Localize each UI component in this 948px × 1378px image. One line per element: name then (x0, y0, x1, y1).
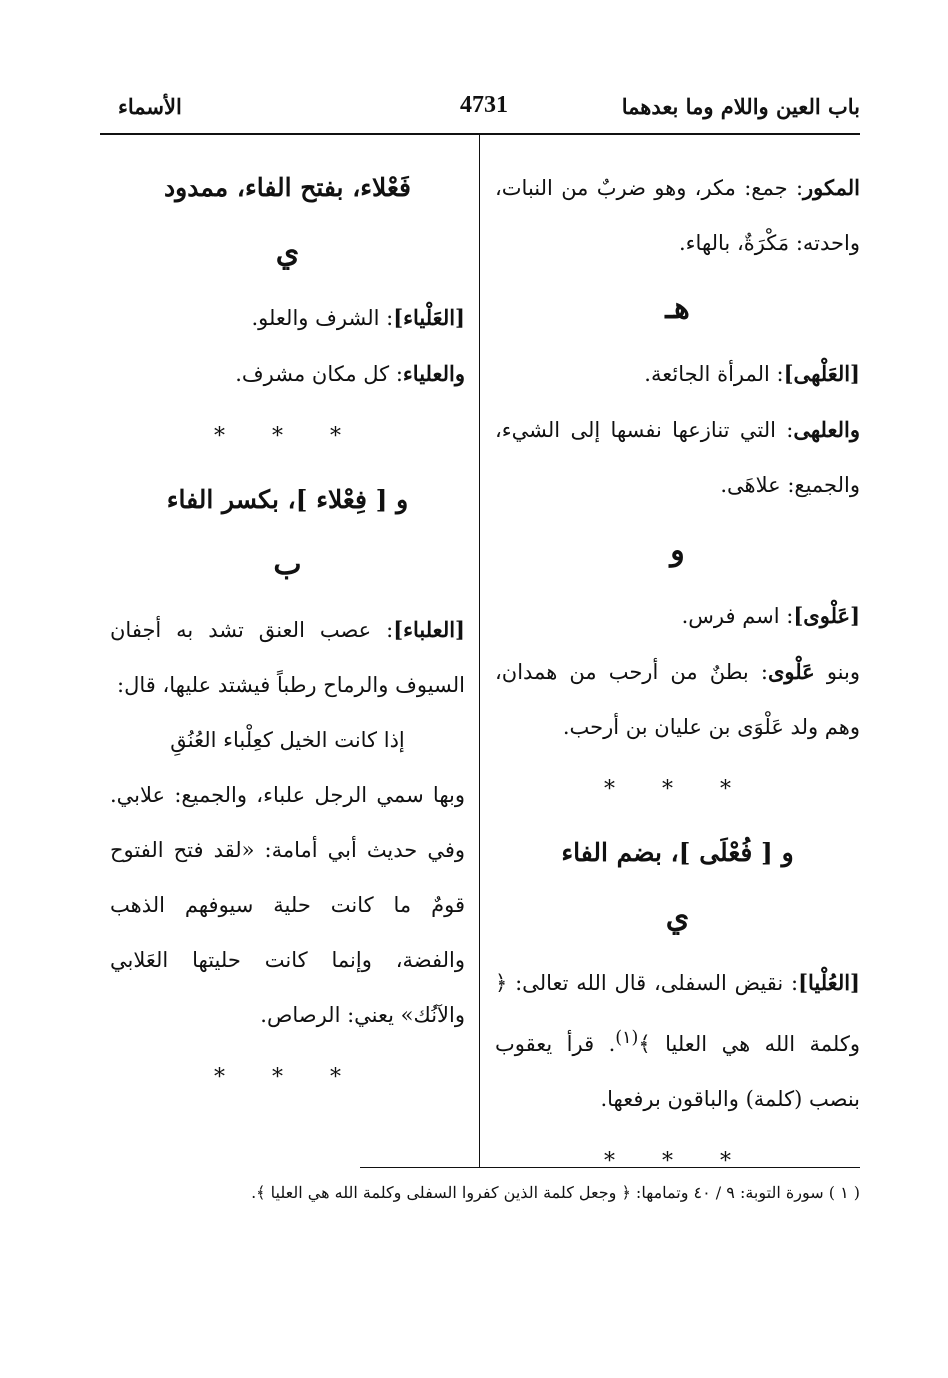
section-heading-fula: و [ فُعْلَى ]، بضم الفاء (561, 838, 794, 867)
entry-alyaa-2 (110, 346, 465, 402)
separator-stars: * * * (214, 424, 361, 449)
section-heading-faala: فَعْلاء، بفتح الفاء، ممدود (164, 173, 411, 202)
entry-definition: : جمع: مكر، وهو ضربٌ من النبات، واحدته: مَكْرَةٌ، بالهاء. (495, 176, 860, 255)
separator-stars: * * * (214, 1065, 361, 1090)
entry-definition: : الشرف والعلو. (251, 306, 394, 330)
entry-ilbaa (110, 602, 465, 713)
section-title: الأسماء (118, 94, 182, 119)
entry-ilbaa-cont: وبها سمي الرجل علباء، والجميع: علابي. وفي حديث أبي أمامة: «لقد فتح الفتوح قومٌ ما كانت حلية سيوفهم الذهب والفضة، وإنما كانت حليتها العَلابي والآنُك» يعني: الرصاص. (110, 783, 465, 1027)
entry-bani-alwa (495, 644, 860, 755)
entry-headword: المكور (803, 175, 860, 200)
entry-headword: [العَلْهى] (783, 361, 860, 386)
section-heading-filaa: و [ فِعْلاء ]، بكسر الفاء (166, 485, 409, 514)
poetry-verse: إذا كانت الخيل كعِلْباء العُنُقِ (170, 728, 405, 752)
separator-stars: * * * (604, 1149, 751, 1174)
letter-heading-ya: ي (275, 235, 300, 270)
footnote-rule (360, 1167, 860, 1168)
entry-definition: : بطنٌ من أرحب من همدان، وهم ولد عَلْوَى بن عليان بن أرحب. (495, 660, 860, 739)
entry-headword: والعلهى (793, 417, 860, 442)
footnote: ( ١ ) سورة التوبة: ٩ / ٤٠ وتمامها: ﴿ وجعل كلمة الذين كفروا السفلى وكلمة الله هي العليا ﴾. (251, 1183, 860, 1202)
entry-lead: وبنو (814, 660, 860, 684)
header-rule (100, 133, 860, 135)
entry-definition: : عصب العنق تشد به أجفان السيوف والرماح رطباً فيشتد عليها، قال: (110, 618, 465, 697)
entry-definition: : كل مكان مشرف. (235, 362, 403, 386)
footnote-ref: (١) (615, 1028, 639, 1048)
entry-alyaa (110, 290, 465, 346)
right-column (495, 160, 860, 1197)
page-number: 4731 (460, 92, 508, 118)
letter-heading-ha: هـ (665, 291, 690, 326)
column-divider (479, 135, 480, 1167)
entry-headword: [العلباء] (393, 617, 465, 642)
letter-heading-waw: و (670, 533, 685, 568)
entry-headword: [عَلْوى] (793, 603, 860, 628)
page-header (100, 88, 860, 132)
entry-definition: : المرأة الجائعة. (644, 362, 784, 386)
left-column (110, 160, 465, 1113)
entry-definition: : اسم فرس. (681, 604, 794, 628)
entry-definition-cont: . قرأ يعقوب بنصب (كلمة) والباقون برفعها. (495, 1032, 860, 1111)
separator-stars: * * * (604, 777, 751, 802)
entry-definition: : نقيض السفلى، قال الله تعالى: ﴿ وكلمة الله هي العليا ﴾ (495, 971, 861, 1056)
entry-headword: عَلْوى (767, 659, 815, 684)
entry-alha (495, 346, 860, 402)
entry-alwa (495, 588, 860, 644)
entry-ulya (495, 955, 860, 1127)
entry-definition: : التي تنازعها نفسها إلى الشيء، والجميع: علاهَى. (495, 418, 860, 497)
entry-headword: [العَلْياء] (393, 305, 465, 330)
chapter-title: باب العين واللام وما بعدهما (621, 94, 860, 119)
letter-heading-ba: ب (273, 547, 302, 582)
entry-headword: والعلياء (402, 361, 465, 386)
entry-headword: [العُلْيا] (798, 970, 860, 995)
entry-alha-2 (495, 402, 860, 513)
entry-makur (495, 160, 860, 271)
letter-heading-ya: ي (665, 900, 690, 935)
